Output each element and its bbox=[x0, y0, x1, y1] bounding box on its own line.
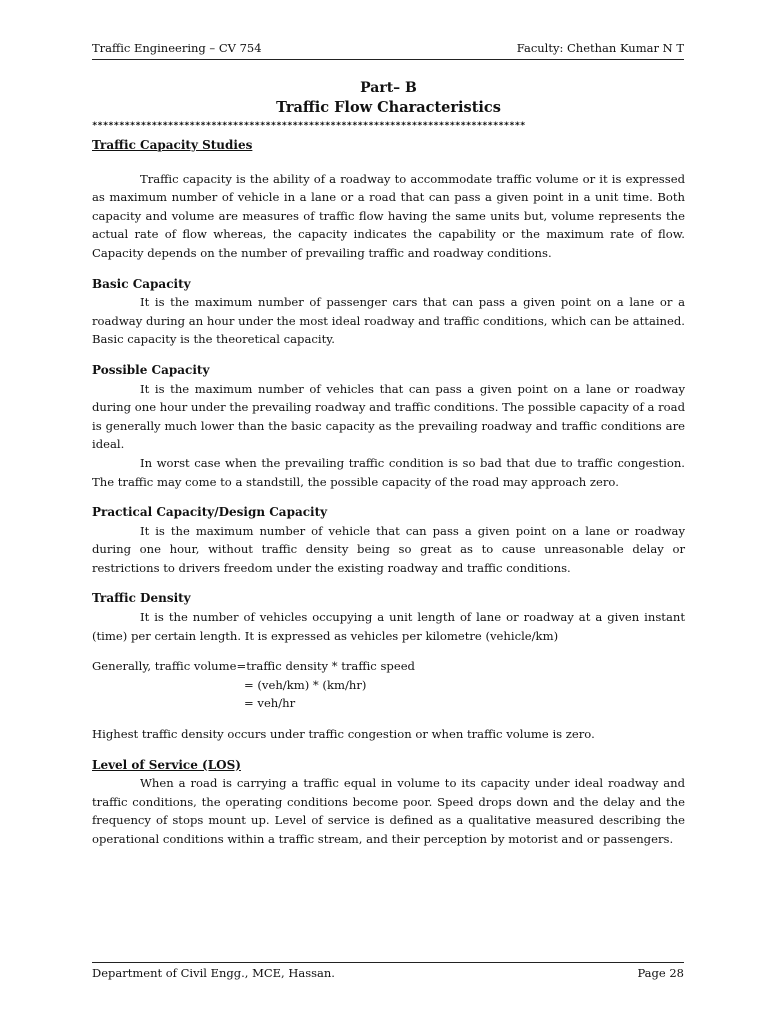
section-heading-possible-capacity: Possible Capacity bbox=[92, 362, 210, 377]
section-heading-los: Level of Service (LOS) bbox=[92, 757, 241, 772]
paragraph-possible-capacity-2: In worst case when the prevailing traffic condition is so bad that due to traffic congestion. The traffic may come to a standstill, the possible capacity of the road may approach zero. bbox=[92, 455, 685, 489]
section-heading-capacity-studies: Traffic Capacity Studies bbox=[92, 138, 253, 152]
formula-line-2: = (veh/km) * (km/hr) bbox=[244, 677, 367, 692]
formula-line-1: Generally, traffic volume=traffic density * traffic speed bbox=[92, 659, 415, 674]
section-heading-practical-capacity: Practical Capacity/Design Capacity bbox=[92, 505, 328, 520]
formula-line-3: = veh/hr bbox=[244, 696, 296, 711]
section-heading-basic-capacity: Basic Capacity bbox=[92, 276, 191, 291]
asterisk-divider: ******************************************************************************** bbox=[92, 121, 526, 131]
paragraph-traffic-density: It is the number of vehicles occupying a unit length of lane or roadway at a given instant (time) per certain length. It is expressed as vehicles per kilometre (vehicle/km) bbox=[92, 610, 685, 643]
traffic-density-note: Highest traffic density occurs under traffic congestion or when traffic volume is zero. bbox=[92, 727, 595, 742]
section-heading-traffic-density: Traffic Density bbox=[92, 591, 191, 606]
paragraph-practical-capacity: It is the maximum number of vehicle that can pass a given point on a lane or roadway during one hour, without traffic density being so great as to cause unreasonable delay or restrictions to drivers freedom under the existing roadway and traffic conditions. bbox=[92, 523, 685, 575]
paragraph-los: When a road is carrying a traffic equal in volume to its capacity under ideal roadway and traffic conditions, the operating conditions become poor. Speed drops down and the delay and the frequency of stops mount up. Level of service is defined as a qualitative measured describing the operational conditions within a traffic stream, and their perception by motorist and or passengers. bbox=[92, 776, 685, 846]
paragraph-capacity-studies: Traffic capacity is the ability of a roadway to accommodate traffic volume or it is expressed as maximum number of vehicle in a lane or a road that can pass a given point in a unit time. Both capacity and volume are measures of traffic flow having the same units but, volume represents the actual rate of flow whereas, the capacity indicates the capability or the maximum rate of flow. Capacity depends on the number of prevailing traffic and roadway conditions. bbox=[92, 171, 685, 260]
header-course-title: Traffic Engineering – CV 754 bbox=[92, 41, 262, 55]
footer-page-number: Page 28 bbox=[637, 966, 684, 980]
footer-department: Department of Civil Engg., MCE, Hassan. bbox=[92, 966, 335, 980]
header-faculty: Faculty: Chethan Kumar N T bbox=[516, 41, 684, 55]
page-content bbox=[92, 78, 685, 849]
page-footer bbox=[92, 962, 684, 984]
paragraph-basic-capacity: It is the maximum number of passenger cars that can pass a given point on a lane or a roadway during an hour under the most ideal roadway and traffic conditions, which can be attained. Basic capacity is the theoretical capacity. bbox=[92, 295, 685, 347]
chapter-title: Traffic Flow Characteristics bbox=[276, 99, 501, 116]
paragraph-possible-capacity-1: It is the maximum number of vehicles that can pass a given point on a lane or roadway during one hour under the prevailing roadway and traffic conditions. The possible capacity of a road is generally much lower than the basic capacity as the prevailing roadway and traffic conditions are ideal. bbox=[92, 381, 685, 452]
part-title: Part– B bbox=[360, 80, 417, 96]
page-header bbox=[92, 41, 684, 60]
